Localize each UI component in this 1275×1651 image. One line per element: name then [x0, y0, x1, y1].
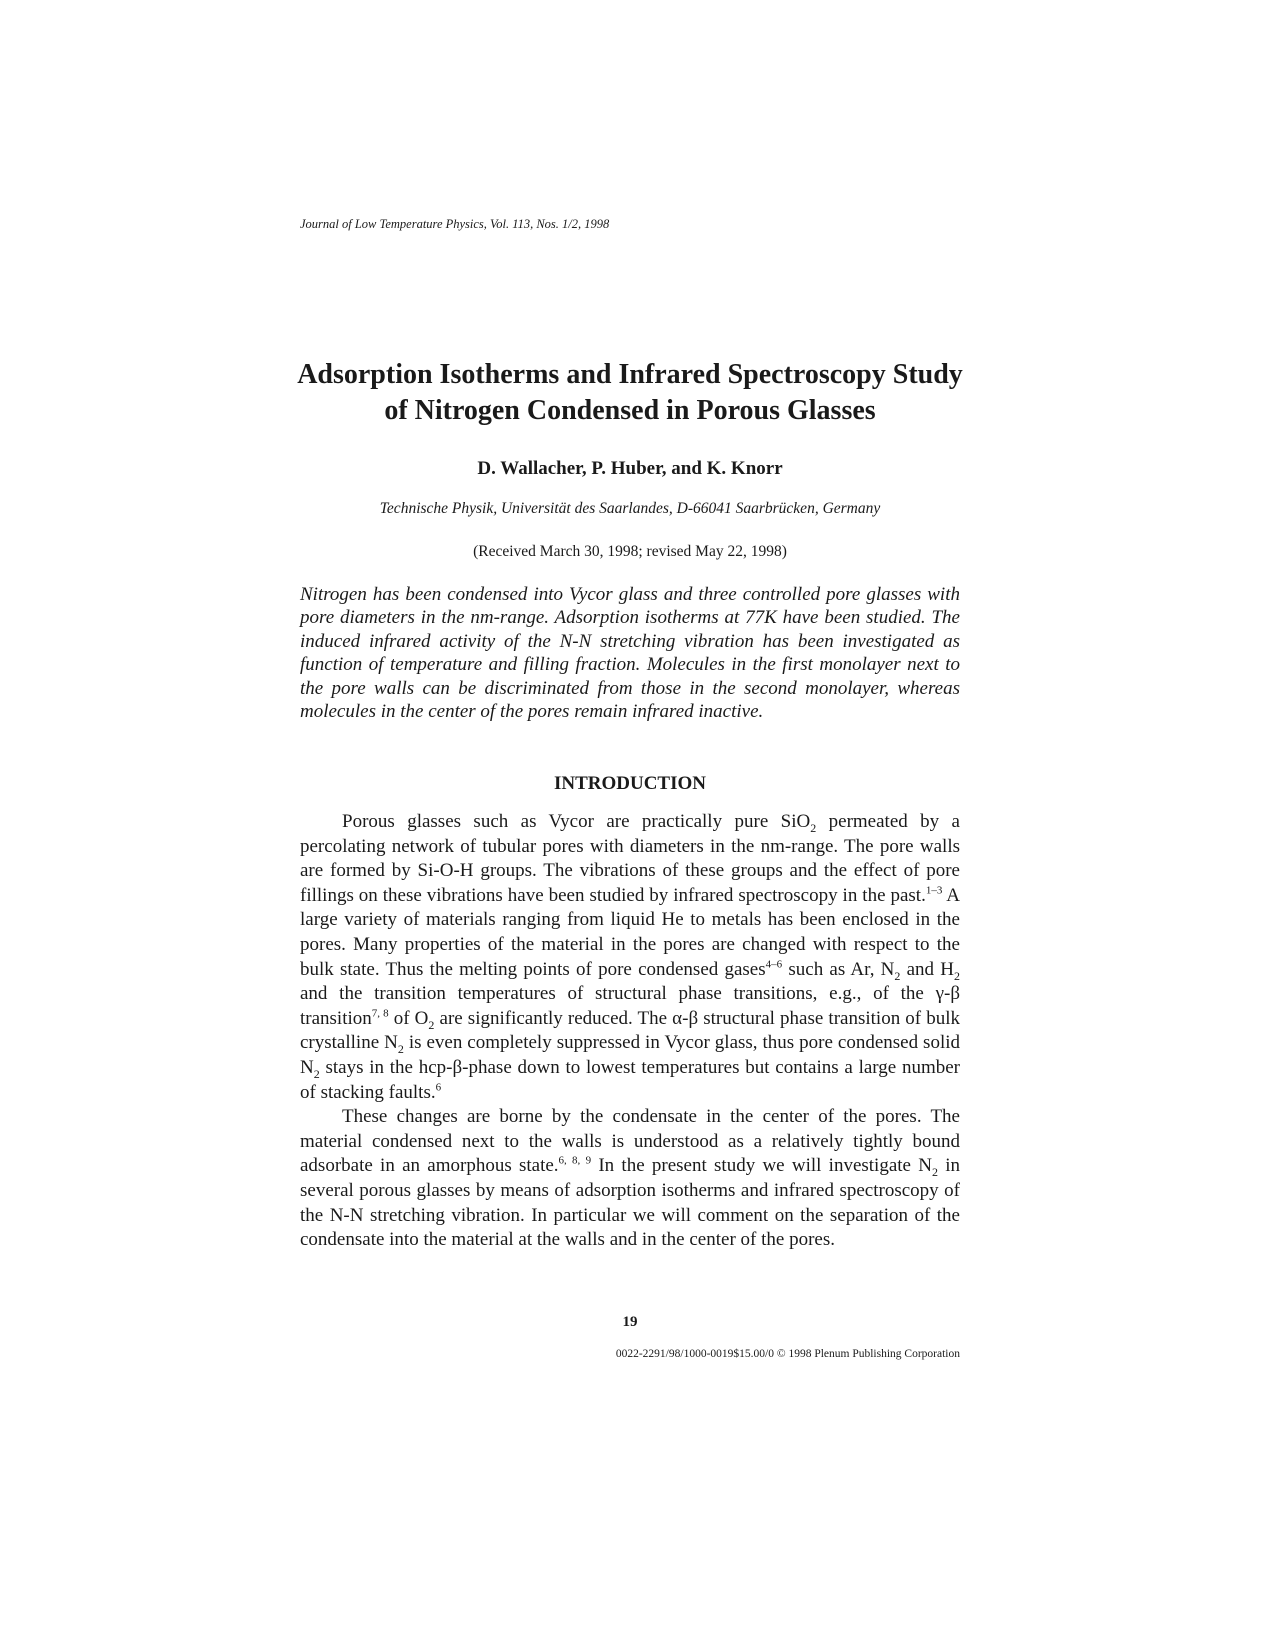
authors: D. Wallacher, P. Huber, and K. Knorr	[477, 458, 783, 479]
paragraph-1: Porous glasses such as Vycor are practically pure SiO$_2$ permeated by a percolating network of tubular pores with diameters in the nm-range. The pore walls are formed by Si-O-H groups. The vibrations of these groups and the effect of pore fillings on these vibrations have been studied by infrared spectroscopy in the past.$^{1-3}$ A large variety of materials ranging from liquid He to metals has been enclosed in the pores. Many properties of the material in the pores are changed with respect to the bulk state. Thus the melting points of pore condensed gases$^{4-6}$ such as Ar, $N_2$ and $H_2$ and the transition temperatures of structural phase transitions, e.g., of the γ-β transition$^{7, 8}$ of $O_2$ are significantly reduced. The α-β structural phase transition of bulk crystalline $N_2$ is even completely suppressed in Vycor glass, thus pore condensed solid $N_2$ stays in the hcp-β-phase down to lowest temperatures but contains a large number of stacking faults.$^6$	[300, 811, 961, 1103]
body-text	[300, 810, 960, 1253]
title-line-2: of Nitrogen Condensed in Porous Glasses	[384, 395, 876, 426]
abstract-text: Nitrogen has been condensed into Vycor glass and three controlled pore glasses with pore diameters in the nm-range. Adsorption isotherms at 77K have been studied. The induced infrared activity of the N-N stretching vibration has been investigated as function of temperature and filling fraction. Molecules in the first monolayer next to the pore walls can be discriminated from those in the second monolayer, whereas molecules in the center of the pores remain infrared inactive.	[300, 584, 960, 723]
section-heading: INTRODUCTION	[553, 773, 707, 794]
citation: 4–6	[765, 958, 783, 971]
title-line-1: Adsorption Isotherms and Infrared Spectroscopy Study	[297, 359, 963, 390]
citation: 1–3	[925, 884, 943, 897]
citation: 6, 8, 9	[558, 1154, 592, 1167]
paper-title	[260, 357, 1000, 429]
citation: 6	[435, 1081, 442, 1094]
received-dates: (Received March 30, 1998; revised May 22, 1998)	[473, 543, 787, 560]
page-number: 19	[622, 1314, 638, 1330]
affiliation: Technische Physik, Universität des Saarlandes, D-66041 Saarbrücken, Germany	[379, 500, 881, 517]
citation: 7, 8	[371, 1007, 389, 1020]
running-head: Journal of Low Temperature Physics, Vol. 113, Nos. 1/2, 1998	[300, 217, 610, 231]
abstract	[300, 583, 960, 723]
copyright-line: 0022-2291/98/1000-0019$15.00/0 © 1998 Plenum Publishing Corporation	[615, 1348, 960, 1360]
paragraph-2: These changes are borne by the condensate in the center of the pores. The material condensed next to the walls is understood as a relatively tightly bound adsorbate in an amorphous state.$^{6, 8, 9}$ In the present study we will investigate $N_2$ in several porous glasses by means of adsorption isotherms and infrared spectroscopy of the N-N stretching vibration. In particular we will comment on the separation of the condensate into the material at the walls and in the center of the pores.	[300, 1106, 961, 1251]
